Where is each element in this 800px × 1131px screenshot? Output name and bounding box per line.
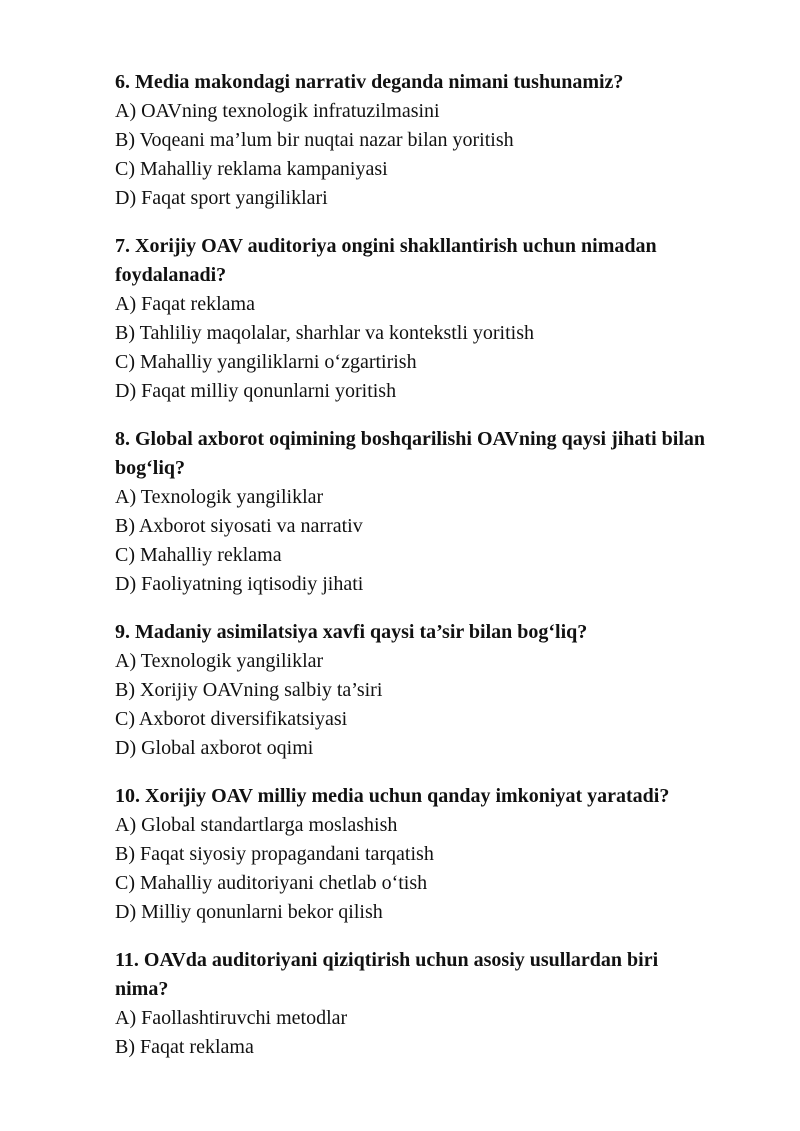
- answer-option: B) Faqat siyosiy propagandani tarqatish: [115, 843, 434, 865]
- question-block: [115, 232, 715, 406]
- question-title: 10. Xorijiy OAV milliy media uchun qanday imkoniyat yaratadi?: [115, 785, 670, 807]
- answer-option: A) Texnologik yangiliklar: [115, 486, 324, 508]
- answer-option: B) Voqeani ma’lum bir nuqtai nazar bilan yoritish: [115, 129, 514, 151]
- answer-option: B) Tahliliy maqolalar, sharhlar va kontekstli yoritish: [115, 322, 535, 344]
- question-block: [115, 68, 715, 213]
- question-block: [115, 618, 715, 763]
- answer-option: D) Faqat milliy qonunlarni yoritish: [115, 380, 397, 402]
- answer-option: A) Faollashtiruvchi metodlar: [115, 1007, 348, 1029]
- quiz-question-list: [115, 68, 715, 1062]
- question-title: 11. OAVda auditoriyani qiziqtirish uchun asosiy usullardan biri nima?: [115, 949, 659, 1000]
- question-title: 8. Global axborot oqimining boshqarilishi OAVning qaysi jihati bilan bog‘liq?: [115, 428, 705, 479]
- question-title: 7. Xorijiy OAV auditoriya ongini shakllantirish uchun nimadan foydalanadi?: [115, 235, 657, 286]
- answer-option: B) Faqat reklama: [115, 1036, 254, 1058]
- answer-option: C) Mahalliy reklama: [115, 544, 282, 566]
- answer-option: C) Mahalliy yangiliklarni o‘zgartirish: [115, 351, 417, 373]
- question-title: 6. Media makondagi narrativ deganda nimani tushunamiz?: [115, 71, 624, 93]
- answer-option: A) Global standartlarga moslashish: [115, 814, 398, 836]
- answer-option: B) Axborot siyosati va narrativ: [115, 515, 363, 537]
- answer-option: D) Global axborot oqimi: [115, 737, 314, 759]
- answer-option: D) Faqat sport yangiliklari: [115, 187, 328, 209]
- answer-option: C) Mahalliy auditoriyani chetlab o‘tish: [115, 872, 428, 894]
- question-block: [115, 782, 715, 927]
- question-block: [115, 425, 715, 599]
- answer-option: D) Milliy qonunlarni bekor qilish: [115, 901, 383, 923]
- question-title: 9. Madaniy asimilatsiya xavfi qaysi ta’sir bilan bog‘liq?: [115, 621, 588, 643]
- answer-option: C) Axborot diversifikatsiyasi: [115, 708, 348, 730]
- answer-option: A) OAVning texnologik infratuzilmasini: [115, 100, 440, 122]
- answer-option: A) Texnologik yangiliklar: [115, 650, 324, 672]
- document-page: [115, 68, 715, 1081]
- answer-option: A) Faqat reklama: [115, 293, 255, 315]
- answer-option: B) Xorijiy OAVning salbiy ta’siri: [115, 679, 383, 701]
- question-block: [115, 946, 715, 1062]
- answer-option: C) Mahalliy reklama kampaniyasi: [115, 158, 388, 180]
- answer-option: D) Faoliyatning iqtisodiy jihati: [115, 573, 364, 595]
